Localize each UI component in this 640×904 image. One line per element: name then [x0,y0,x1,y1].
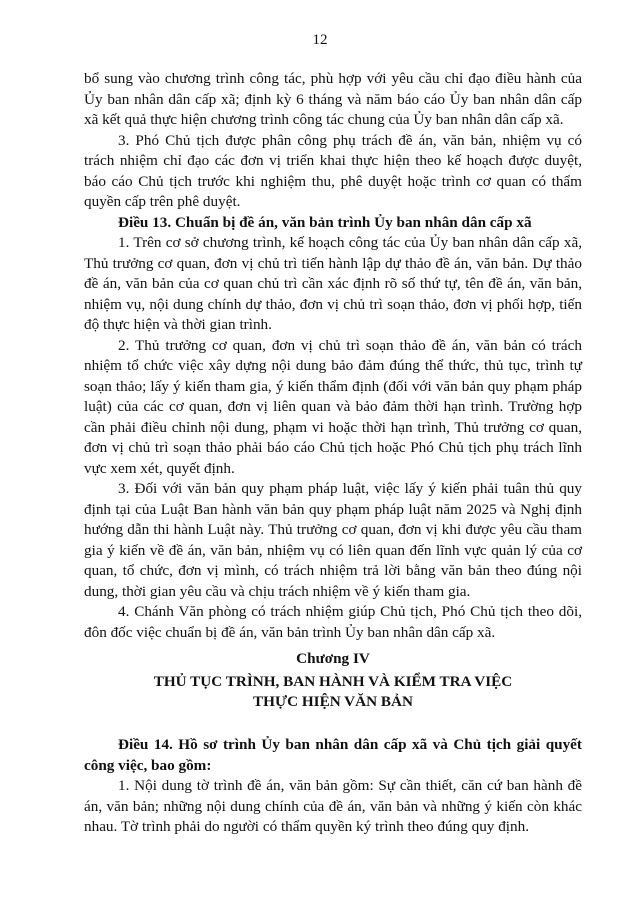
article-13-clause-4: 4. Chánh Văn phòng có trách nhiệm giúp Chủ tịch, Phó Chủ tịch theo dõi, đôn đốc việc chuẩn bị đề án, văn bản trình Ủy ban nhân dân cấp xã. [84,603,582,641]
page-number: 12 [312,32,328,48]
article-13-clause-1: 1. Trên cơ sở chương trình, kế hoạch công tác của Ủy ban nhân dân cấp xã, Thủ trưởng cơ quan, đơn vị chủ trì tiến hành lập dự thảo đề án, văn bản. Dự thảo đề án, văn bản của cơ quan chủ trì cần xác định rõ số thứ tự, tên đề án, văn bản, nhiệm vụ, nội dung chính dự thảo, đơn vị chủ trì soạn thảo, đơn vị phối hợp, tiến độ thực hiện và thời gian trình. [84,234,582,333]
chapter-title-line-2: THỰC HIỆN VĂN BẢN [253,692,413,710]
article-14 [84,735,582,838]
article-13-clause-2: 2. Thủ trưởng cơ quan, đơn vị chủ trì soạn thảo đề án, văn bản có trách nhiệm tổ chức việc xây dựng nội dung bảo đảm đúng thể thức, thủ tục, trình tự soạn thảo; lấy ý kiến tham gia, ý kiến thẩm định (đối với văn bản quy phạm pháp luật) của các cơ quan, đơn vị liên quan và bảo đảm thời hạn trình. Trường hợp cần phải điều chỉnh nội dung, phạm vi hoặc thời hạn trình, Thủ trưởng cơ quan, đơn vị chủ trì soạn thảo phải báo cáo Chủ tịch hoặc Phó Chủ tịch phụ trách lĩnh vực xem xét, quyết định. [84,336,582,477]
document-body [84,69,582,643]
paragraph-continuation: bổ sung vào chương trình công tác, phù hợp với yêu cầu chỉ đạo điều hành của Ủy ban nhân dân cấp xã; định kỳ 6 tháng và năm báo cáo Ủy ban nhân dân cấp xã kết quả thực hiện chương trình công tác chung của Ủy ban nhân dân cấp xã. [84,70,582,128]
article-14-clause-1: 1. Nội dung tờ trình đề án, văn bản gồm: Sự cần thiết, căn cứ ban hành đề án, văn bản; những nội dung chính của đề án, văn bản và những ý kiến còn khác nhau. Tờ trình phải do người có thẩm quyền ký trình theo đúng quy định. [84,777,582,835]
article-14-heading: Điều 14. Hồ sơ trình Ủy ban nhân dân cấp xã và Chủ tịch giải quyết công việc, bao gồm: [84,736,582,774]
paragraph-clause-3: 3. Phó Chủ tịch được phân công phụ trách đề án, văn bản, nhiệm vụ có trách nhiệm chỉ đạo các đơn vị triển khai thực hiện theo kế hoạch được duyệt, báo cáo Chủ tịch trước khi nghiệm thu, phê duyệt hoặc trình cơ quan có thẩm quyền cấp trên phê duyệt. [84,131,582,210]
chapter-heading [84,649,582,712]
article-13-heading: Điều 13. Chuẩn bị đề án, văn bản trình Ủy ban nhân dân cấp xã [118,213,532,231]
article-13-clause-3: 3. Đối với văn bản quy phạm pháp luật, việc lấy ý kiến phải tuân thủ quy định tại của Luật Ban hành văn bản quy phạm pháp luật năm 2025 và Nghị định hướng dẫn thi hành Luật này. Thủ trưởng cơ quan, đơn vị khi được yêu cầu tham gia ý kiến về đề án, văn bản, nhiệm vụ có liên quan đến lĩnh vực quản lý của cơ quan, tổ chức, đơn vị mình, có trách nhiệm trả lời bằng văn bản theo đúng nội dung, thời gian yêu cầu và chịu trách nhiệm về ý kiến tham gia. [84,480,582,600]
chapter-label: Chương IV [296,650,370,667]
chapter-title-line-1: THỦ TỤC TRÌNH, BAN HÀNH VÀ KIỂM TRA VIỆC [153,672,513,690]
